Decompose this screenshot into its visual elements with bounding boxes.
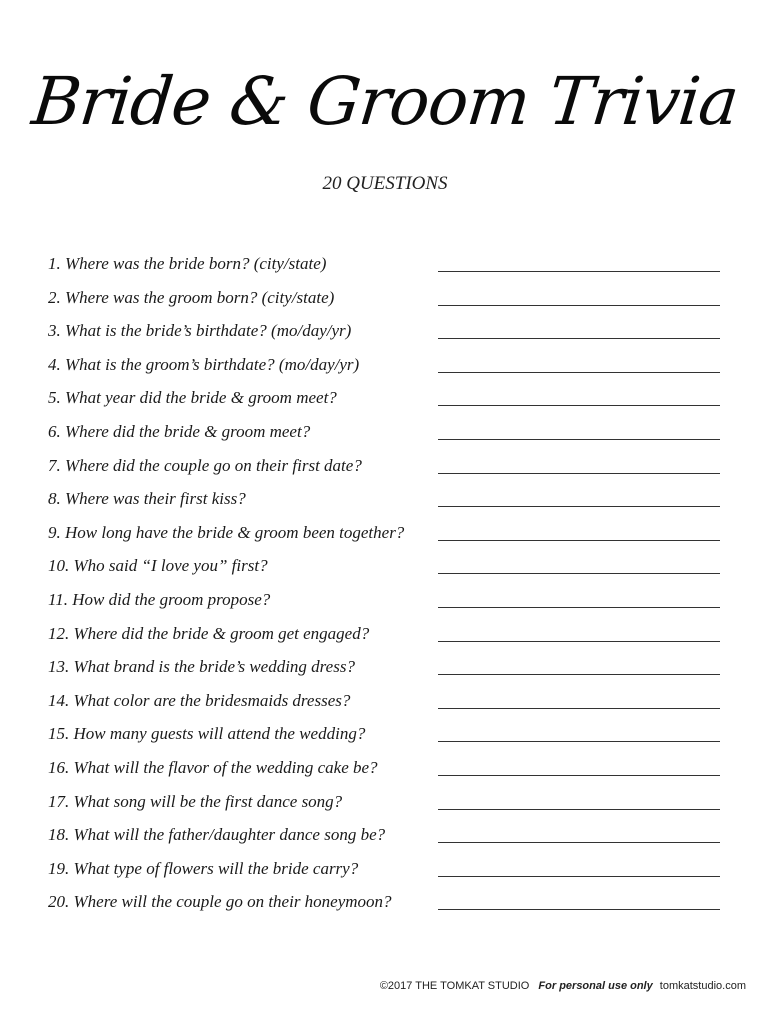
question-row <box>48 618 722 652</box>
footer-copyright: ©2017 THE TOMKAT STUDIO <box>379 980 530 992</box>
footer-personal-use: For personal use only <box>538 980 653 992</box>
answer-line <box>438 674 720 675</box>
question-text: 14. What color are the bridesmaids dresses? <box>48 690 351 710</box>
question-row <box>48 517 722 551</box>
question-text: 15. How many guests will attend the wedding? <box>48 724 366 744</box>
question-row <box>48 483 722 517</box>
question-text: 6. Where did the bride & groom meet? <box>48 421 311 441</box>
answer-line <box>438 741 720 742</box>
footer-website: tomkatstudio.com <box>659 980 746 992</box>
question-text: 8. Where was their first kiss? <box>48 489 246 509</box>
answer-line <box>438 439 720 440</box>
question-text: 2. Where was the groom born? (city/state) <box>48 287 335 307</box>
question-row <box>48 651 722 685</box>
answer-line <box>438 305 720 306</box>
question-row <box>48 248 722 282</box>
answer-line <box>438 909 720 910</box>
question-row <box>48 685 722 719</box>
question-text: 18. What will the father/daughter dance song be? <box>48 825 386 845</box>
question-row <box>48 349 722 383</box>
answer-line <box>438 708 720 709</box>
question-row <box>48 853 722 887</box>
answer-line <box>438 540 720 541</box>
question-row <box>48 752 722 786</box>
question-text: 5. What year did the bride & groom meet? <box>48 388 337 408</box>
question-text: 1. Where was the bride born? (city/state) <box>48 254 327 273</box>
question-text: 12. Where did the bride & groom get engaged? <box>48 623 370 643</box>
question-text: 17. What song will be the first dance song? <box>48 791 343 811</box>
answer-line <box>438 405 720 406</box>
question-list <box>48 248 722 920</box>
question-text: 11. How did the groom propose? <box>48 589 271 609</box>
footer <box>380 979 746 993</box>
answer-line <box>438 473 720 474</box>
question-row <box>48 315 722 349</box>
question-text: 10. Who said “I love you” first? <box>48 556 268 576</box>
question-text: 3. What is the bride’s birthdate? (mo/day/yr) <box>48 321 352 341</box>
answer-line <box>438 573 720 574</box>
answer-line <box>438 271 720 272</box>
question-text: 19. What type of flowers will the bride carry? <box>48 858 359 878</box>
answer-line <box>438 641 720 642</box>
question-text: 16. What will the flavor of the wedding cake be? <box>48 757 378 777</box>
question-text: 7. Where did the couple go on their first date? <box>48 455 362 475</box>
answer-line <box>438 842 720 843</box>
question-text: 9. How long have the bride & groom been together? <box>48 522 405 542</box>
question-row <box>48 584 722 618</box>
question-text: 20. Where will the couple go on their honeymoon? <box>48 892 392 912</box>
page-subtitle: 20 QUESTIONS <box>322 173 448 194</box>
answer-line <box>438 809 720 810</box>
question-row <box>48 416 722 450</box>
answer-line <box>438 372 720 373</box>
question-row <box>48 382 722 416</box>
answer-line <box>438 775 720 776</box>
question-row <box>48 786 722 820</box>
question-row <box>48 282 722 316</box>
answer-line <box>438 607 720 608</box>
page-title: Bride & Groom Trivia <box>28 63 742 140</box>
question-text: 13. What brand is the bride’s wedding dress? <box>48 657 355 677</box>
question-row <box>48 886 722 920</box>
question-row <box>48 718 722 752</box>
answer-line <box>438 506 720 507</box>
question-row <box>48 819 722 853</box>
question-text: 4. What is the groom’s birthdate? (mo/day/yr) <box>48 354 360 374</box>
answer-line <box>438 338 720 339</box>
question-row <box>48 550 722 584</box>
answer-line <box>438 876 720 877</box>
question-row <box>48 450 722 484</box>
